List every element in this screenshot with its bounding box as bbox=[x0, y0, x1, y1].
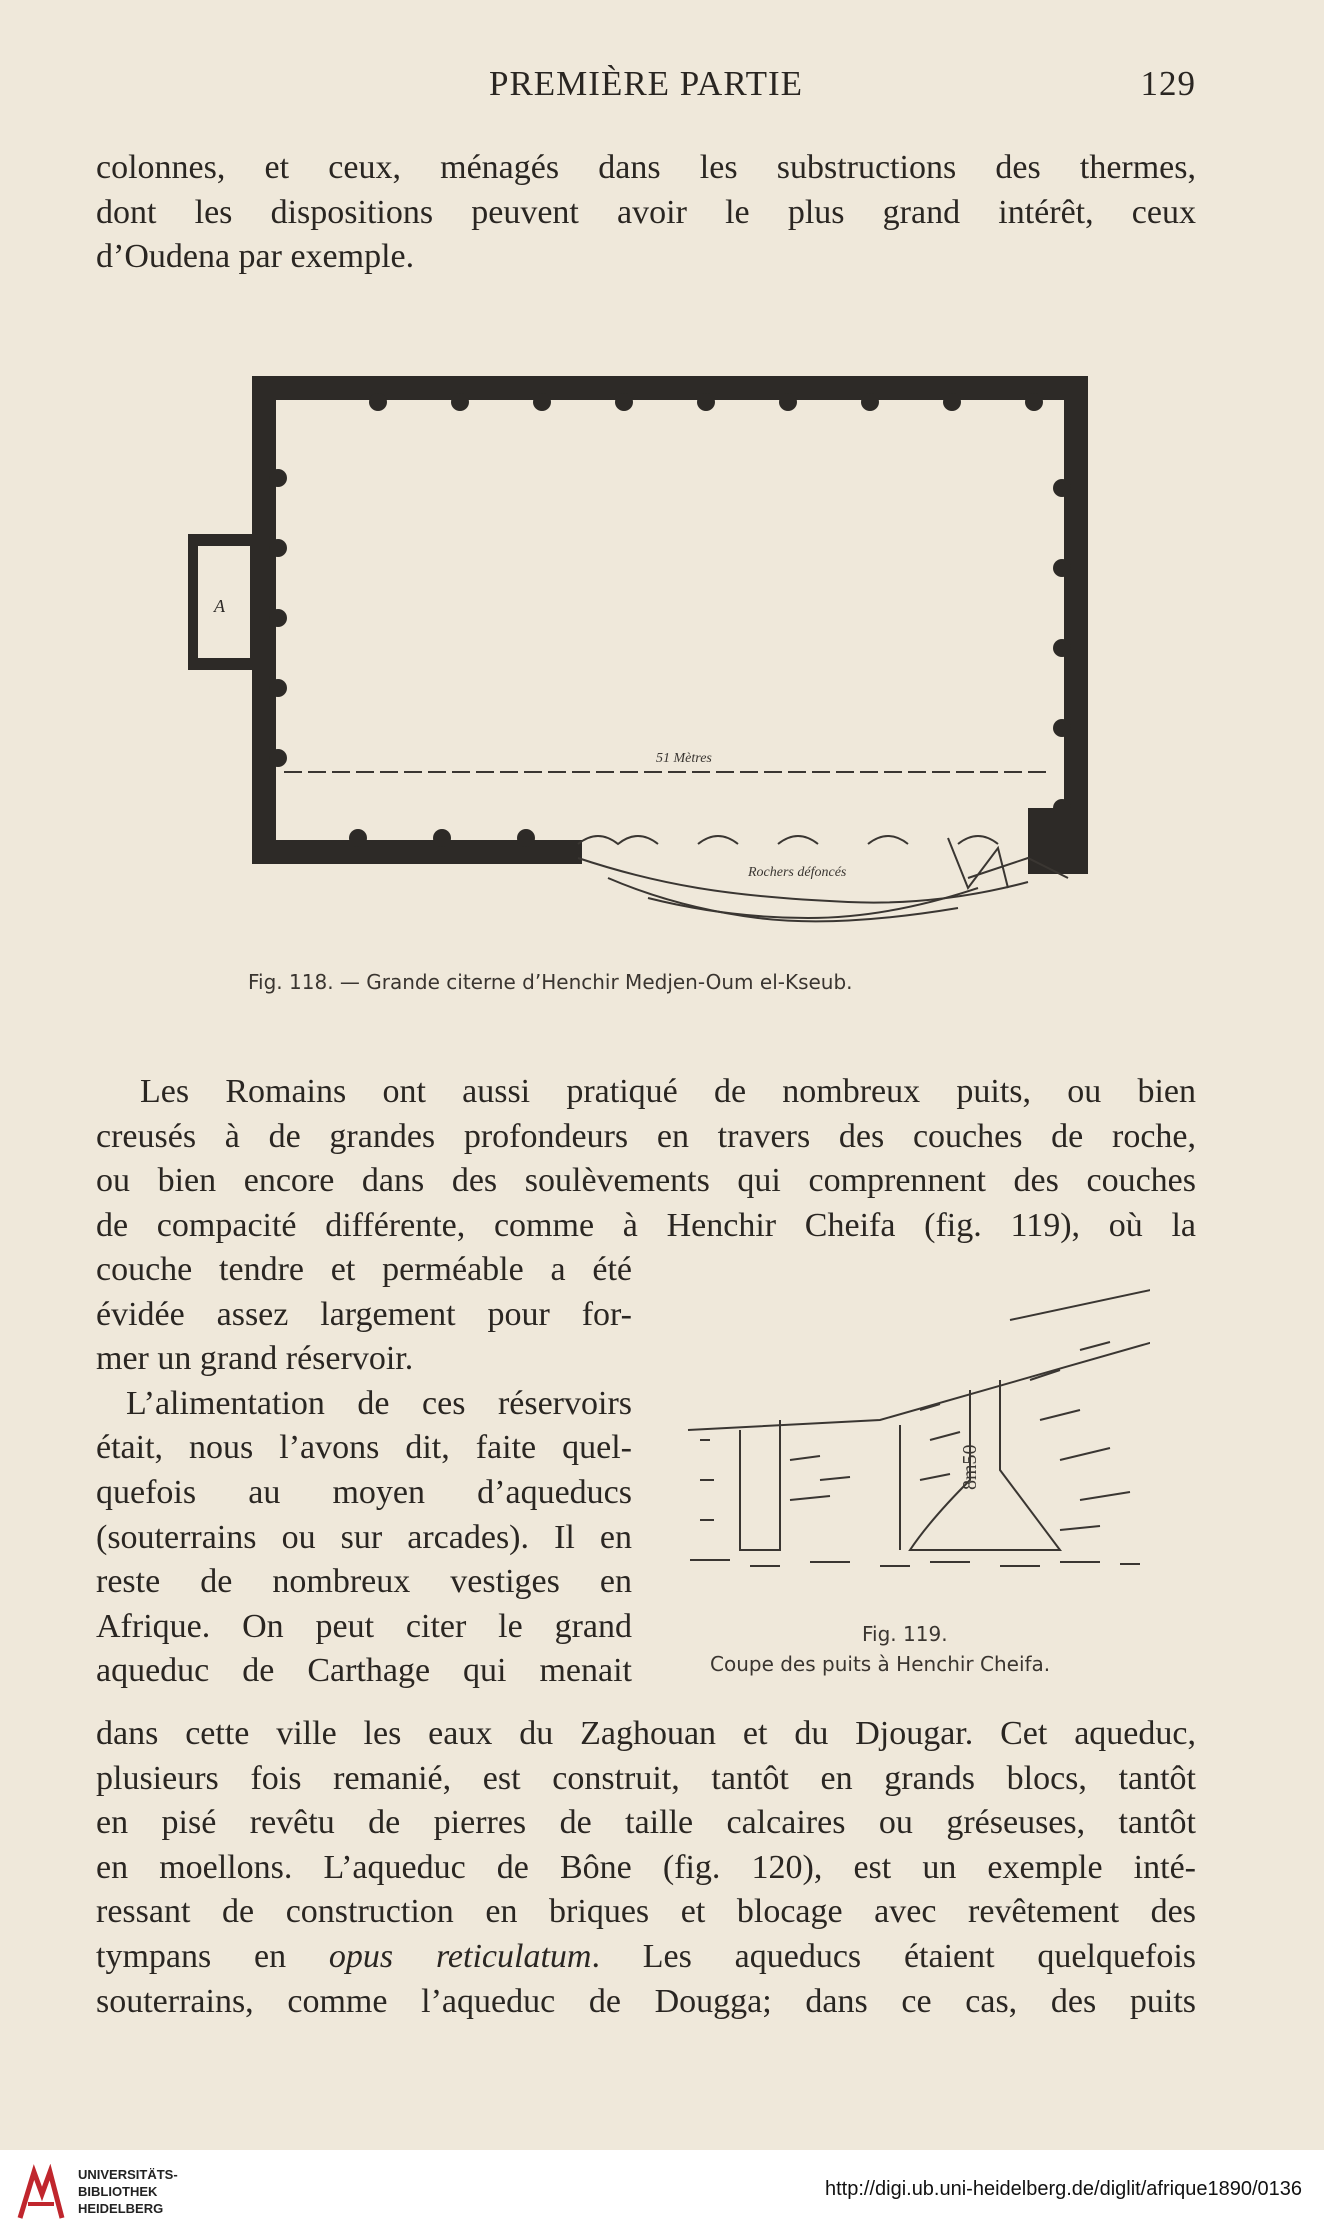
text-line: Afrique. On peut citer le grand bbox=[96, 1607, 632, 1645]
italic-term: opus reticulatum bbox=[328, 1937, 592, 1975]
running-header bbox=[96, 64, 1196, 114]
figure-118-cistern-plan bbox=[188, 368, 1088, 948]
text-line: ou bien encore dans des soulèvements qui comprennent des couches bbox=[96, 1162, 1196, 1200]
width-label: 51 Mètres bbox=[656, 751, 712, 766]
text-line: couche tendre et perméable a été bbox=[96, 1251, 632, 1288]
text-line: souterrains, comme l’aqueduc de Dougga; dans ce cas, des puits bbox=[96, 1982, 1196, 2020]
text-line: L’alimentation de ces réservoirs bbox=[126, 1384, 632, 1422]
figure-119-caption-title: Coupe des puits à Henchir Cheifa. bbox=[710, 1652, 1051, 1676]
figure-119-well-section bbox=[680, 1280, 1150, 1610]
library-name-line: UNIVERSITÄTS- bbox=[78, 2167, 178, 2182]
text-line: d’Oudena par exemple. bbox=[96, 238, 415, 276]
text-line: évidée assez largement pour for- bbox=[96, 1295, 632, 1333]
text-fragment: . Les aqueducs étaient quelquefois bbox=[591, 1937, 1196, 1975]
text-line: (souterrains ou sur arcades). Il en bbox=[96, 1518, 632, 1556]
text-fragment: tympans en bbox=[96, 1937, 329, 1975]
text-line: creusés à de grandes profondeurs en travers des couches de roche, bbox=[96, 1117, 1196, 1155]
digitization-footer bbox=[0, 2150, 1324, 2238]
paragraph-aqueducts bbox=[96, 1712, 1196, 2024]
annex-label: A bbox=[214, 596, 225, 616]
rock-label: Rochers défoncés bbox=[748, 865, 847, 880]
paragraph-wells-narrow bbox=[96, 1248, 632, 1694]
library-logo-icon bbox=[14, 2164, 68, 2224]
running-title: PREMIÈRE PARTIE bbox=[488, 64, 803, 103]
paragraph-wells bbox=[96, 1070, 1196, 1248]
text-line: plusieurs fois remanié, est construit, tantôt en grands blocs, tantôt bbox=[96, 1759, 1196, 1797]
text-line: colonnes, et ceux, ménagés dans les substructions des thermes, bbox=[96, 149, 1196, 186]
text-line: quefois au moyen d’aqueducs bbox=[96, 1473, 632, 1511]
text-line: en pisé revêtu de pierres de taille calcaires ou gréseuses, tantôt bbox=[96, 1804, 1196, 1842]
library-name-line: HEIDELBERG bbox=[78, 2201, 164, 2216]
page-number: 129 bbox=[1140, 64, 1196, 103]
text-line: mer un grand réservoir. bbox=[96, 1340, 414, 1378]
source-url-link[interactable]: http://digi.ub.uni-heidelberg.de/diglit/afrique1890/0136 bbox=[824, 2178, 1302, 2200]
library-name-line: BIBLIOTHEK bbox=[78, 2184, 158, 2199]
text-line: Les Romains ont aussi pratiqué de nombreux puits, ou bien bbox=[140, 1073, 1196, 1110]
text-line-italic bbox=[96, 1935, 1196, 1980]
depth-label: 8m50 bbox=[959, 1444, 981, 1490]
text-line: ressant de construction en briques et blocage avec revêtement des bbox=[96, 1893, 1196, 1931]
text-line: de compacité différente, comme à Henchir Cheifa (fig. 119), où la bbox=[96, 1206, 1196, 1244]
text-line: reste de nombreux vestiges en bbox=[96, 1563, 632, 1601]
library-name bbox=[78, 2166, 178, 2217]
text-line: en moellons. L’aqueduc de Bône (fig. 120), est un exemple inté- bbox=[96, 1848, 1196, 1886]
figure-118-caption: Fig. 118. — Grande citerne d’Henchir Medjen-Oum el-Kseub. bbox=[248, 970, 853, 994]
text-line: était, nous l’avons dit, faite quel- bbox=[96, 1429, 632, 1467]
text-line: dont les dispositions peuvent avoir le plus grand intérêt, ceux bbox=[96, 193, 1196, 231]
text-line: aqueduc de Carthage qui menait bbox=[96, 1652, 632, 1690]
figure-119-caption-number: Fig. 119. bbox=[862, 1622, 948, 1646]
text-line: dans cette ville les eaux du Zaghouan et du Djougar. Cet aqueduc, bbox=[96, 1715, 1196, 1752]
intro-paragraph bbox=[96, 146, 1196, 280]
